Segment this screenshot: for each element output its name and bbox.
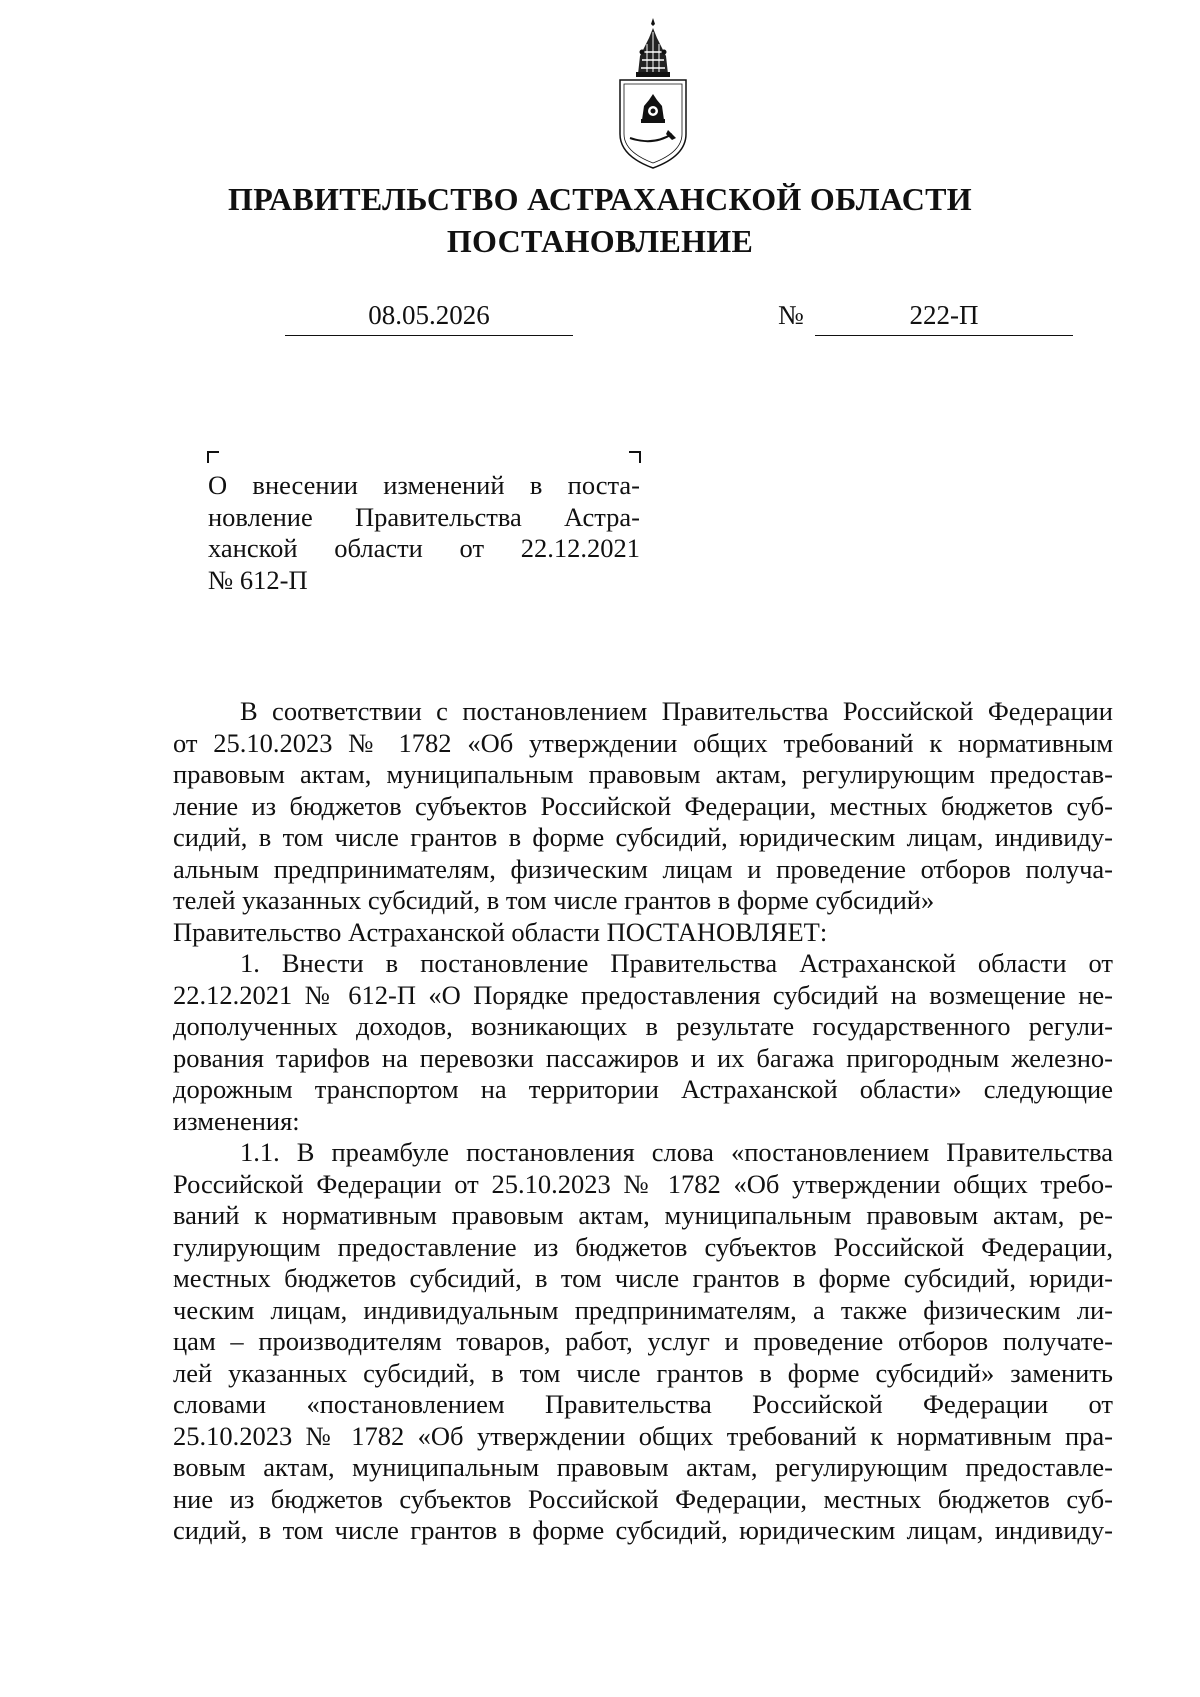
subject-line: новление Правительства Астра- [208, 501, 640, 532]
document-body [173, 696, 1113, 1547]
body-line: 25.10.2023 № 1782 «Об утверждении общих требований к нормативным пра- [173, 1420, 1113, 1451]
number-sign: № [778, 300, 804, 330]
body-line: дополученных доходов, возникающих в результате государственного регули- [173, 1011, 1113, 1041]
body-line: В соответствии с постановлением Правительства Российской Федерации [240, 696, 1113, 726]
document-header [0, 178, 1200, 262]
document-number: 222-П [815, 297, 1073, 336]
body-line: альным предпринимателям, физическим лицам и проведение отборов получа- [173, 853, 1113, 884]
body-line: Российской Федерации от 25.10.2023 № 1782 «Об утверждении общих требо- [173, 1168, 1113, 1199]
body-line: ление из бюджетов субъектов Российской Федерации, местных бюджетов суб- [173, 790, 1113, 821]
body-line: 1.1. В преамбуле постановления слова «постановлением Правительства [240, 1137, 1113, 1167]
body-line: 1. Внести в постановление Правительства Астраханской области от [240, 948, 1113, 978]
body-line: телей указанных субсидий, в том числе грантов в форме субсидий» [173, 885, 935, 915]
body-line: лей указанных субсидий, в том числе грантов в форме субсидий» заменить [173, 1357, 1113, 1388]
subject-line: ханской области от 22.12.2021 [208, 533, 640, 563]
body-line: ваний к нормативным правовым актам, муниципальным правовым актам, ре- [173, 1200, 1113, 1230]
organization-title: ПРАВИТЕЛЬСТВО АСТРАХАНСКОЙ ОБЛАСТИ [228, 181, 972, 217]
body-line: цам – производителям товаров, работ, услуг и проведение отборов получате- [173, 1326, 1113, 1356]
body-line: 22.12.2021 № 612-П «О Порядке предоставления субсидий на возмещение не- [173, 979, 1113, 1010]
body-line: сидий, в том числе грантов в форме субсидий, юридическим лицам, индивиду- [173, 1515, 1113, 1545]
document-date: 08.05.2026 [285, 297, 573, 336]
body-line: гулирующим предоставление из бюджетов субъектов Российской Федерации, [173, 1231, 1113, 1262]
body-line: правовым актам, муниципальным правовым актам, регулирующим предостав- [173, 759, 1113, 789]
body-line: ние из бюджетов субъектов Российской Федерации, местных бюджетов суб- [173, 1483, 1113, 1514]
subject-line: О внесении изменений в поста- [208, 470, 640, 500]
body-line: изменения: [173, 1105, 300, 1136]
body-line: дорожным транспортом на территории Астраханской области» следующие [173, 1074, 1113, 1104]
subject-line: № 612-П [208, 564, 308, 595]
body-line: от 25.10.2023 № 1782 «Об утверждении общих требований к нормативным [173, 727, 1113, 758]
subject-bracket-left [207, 451, 219, 463]
document-subject [208, 470, 640, 596]
body-line: местных бюджетов субсидий, в том числе грантов в форме субсидий, юриди- [173, 1263, 1113, 1293]
body-line: сидий, в том числе грантов в форме субсидий, юридическим лицам, индивиду- [173, 822, 1113, 852]
body-line: словами «постановлением Правительства Российской Федерации от [173, 1389, 1113, 1419]
document-type-title: ПОСТАНОВЛЕНИЕ [446, 223, 754, 259]
body-line: Правительство Астраханской области ПОСТАНОВЛЯЕТ: [173, 916, 828, 947]
subject-bracket-right [629, 451, 641, 463]
body-line: ческим лицам, индивидуальным предпринимателям, а также физическим ли- [173, 1294, 1113, 1325]
body-line: рования тарифов на перевозки пассажиров и их багажа пригородным железно- [173, 1042, 1113, 1073]
coat-of-arms-emblem [614, 16, 692, 174]
body-line: вовым актам, муниципальным правовым актам, регулирующим предоставле- [173, 1452, 1113, 1482]
